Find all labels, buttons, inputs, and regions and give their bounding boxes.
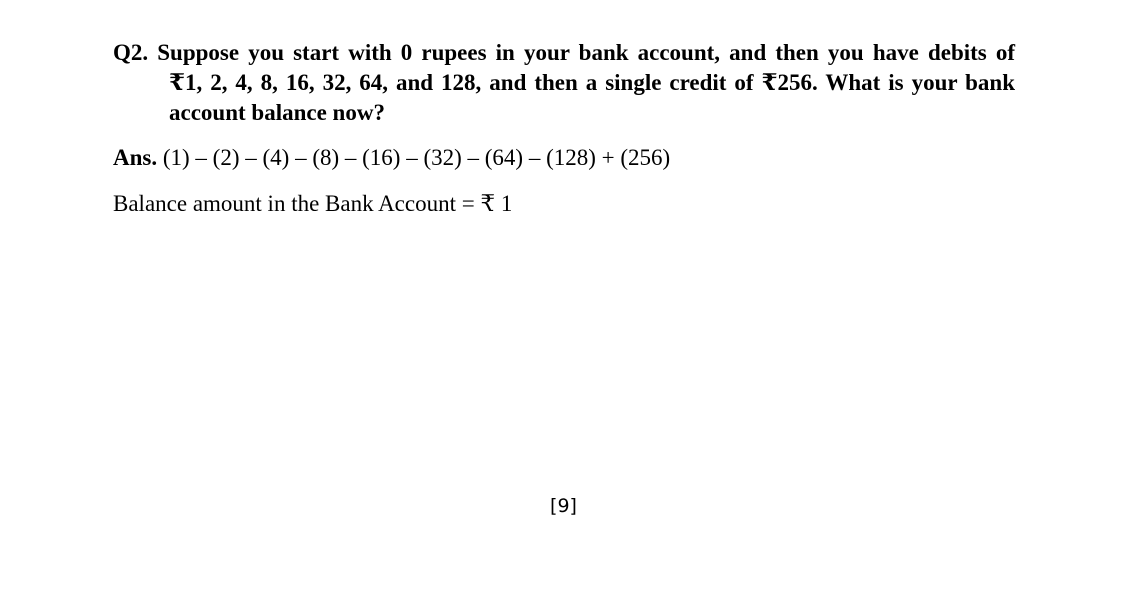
balance-statement: Balance amount in the Bank Account = ₹ 1 — [113, 191, 513, 216]
question-text-line-3: account balance now? — [169, 100, 385, 125]
question-line-1 — [113, 38, 1015, 68]
question-text-line-2: ₹1, 2, 4, 8, 16, 32, 64, and 128, and then a single credit of ₹256. What is your bank — [169, 70, 1015, 95]
question-label: Q2. — [113, 40, 149, 65]
answer-label: Ans. — [113, 145, 158, 170]
answer-block — [113, 143, 1013, 173]
page-number: [9] — [550, 495, 577, 517]
question-text-line-1: Suppose you start with 0 rupees in your bank account, and then you have debits of — [157, 40, 1016, 65]
question-block — [113, 38, 1015, 128]
answer-expression: (1) – (2) – (4) – (8) – (16) – (32) – (64) – (128) + (256) — [162, 145, 671, 170]
